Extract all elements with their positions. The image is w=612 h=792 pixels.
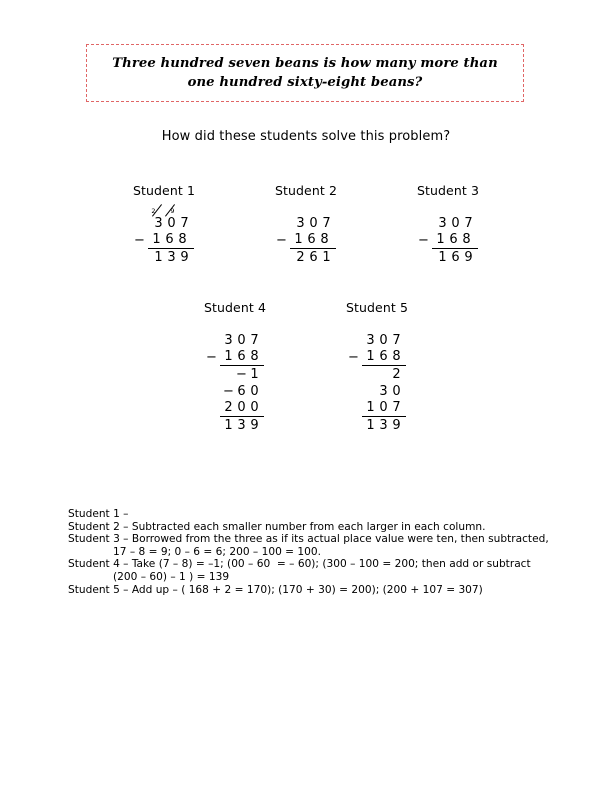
subtrahend-digit: 6: [165, 232, 174, 247]
minuend-digit: 3: [438, 216, 447, 231]
minus-operator: −: [134, 233, 145, 248]
subtrahend-digit: 8: [320, 232, 329, 247]
step-digit: 0: [392, 384, 401, 399]
regroup-mark: 9: [170, 207, 175, 215]
subtrahend-digit: 6: [237, 349, 246, 364]
student-work-row-top: [0, 183, 612, 266]
calculation-1: [134, 207, 194, 266]
partial-step-row: [206, 366, 264, 383]
explanation-line: Student 1 –: [68, 508, 129, 520]
subtrahend-digit: 1: [152, 232, 161, 247]
answer-row: [134, 249, 194, 266]
explanation-line: (200 – 60) – 1 ) = 139: [113, 570, 230, 583]
problem-statement-box: [86, 44, 524, 102]
partial-step-row: [348, 383, 406, 400]
step-digit: 1: [250, 367, 259, 382]
answer-digit: 3: [237, 418, 246, 433]
regroup-mark: 2: [151, 207, 156, 215]
student-work-row-bottom: [0, 300, 612, 434]
explanations-list: [68, 508, 568, 596]
minuend-digit: 0: [379, 333, 388, 348]
digit-value: 0: [167, 216, 176, 231]
calculation-2: [276, 215, 336, 266]
student-label-2: Student 2: [274, 183, 338, 198]
step-digit: −: [236, 367, 247, 382]
student-work-1: [93, 183, 235, 266]
minuend-row: [206, 332, 264, 349]
answer-row: [206, 417, 264, 434]
step-digit: 0: [250, 384, 259, 399]
step-digit: 0: [250, 400, 259, 415]
answer-digit: 1: [224, 418, 233, 433]
subtrahend-digit: 8: [178, 232, 187, 247]
subtrahend-row: [206, 349, 264, 366]
answer-digit: 1: [154, 250, 163, 265]
minuend-digit: 7: [392, 333, 401, 348]
step-digit: 2: [224, 400, 233, 415]
answer-row: [276, 249, 336, 266]
subtrahend-row: [276, 232, 336, 249]
answer-digit: 1: [438, 250, 447, 265]
subtrahend-digit: 6: [307, 232, 316, 247]
minuend-row: [418, 215, 478, 232]
answer-row: [418, 249, 478, 266]
minuend-digit: 0: [451, 216, 460, 231]
minuend-digit: [165, 207, 178, 232]
step-digit: 0: [379, 400, 388, 415]
step-digit: 2: [392, 367, 401, 382]
minuend-digit: 3: [224, 333, 233, 348]
step-digit: 7: [392, 400, 401, 415]
minuend-digit: 7: [322, 216, 331, 231]
student-work-2: [235, 183, 377, 266]
minus-operator: −: [348, 350, 359, 365]
answer-digit: 9: [464, 250, 473, 265]
subtrahend-digit: 6: [379, 349, 388, 364]
student-work-5: [306, 300, 448, 434]
explanation-line: Student 2 – Subtracted each smaller number from each larger in each column.: [68, 520, 486, 533]
step-digit: 0: [237, 400, 246, 415]
student-label-1: Student 1: [132, 183, 196, 198]
minuend-row: [134, 207, 194, 232]
step-digit: −: [223, 384, 234, 399]
step-digit: 3: [379, 384, 388, 399]
subtrahend-digit: 8: [462, 232, 471, 247]
calculation-3: [418, 215, 478, 266]
minus-operator: −: [418, 233, 429, 248]
sub-question-text: How did these students solve this problem?: [161, 129, 451, 144]
minuend-digit: 3: [296, 216, 305, 231]
answer-digit: 9: [180, 250, 189, 265]
partial-step-row: [348, 366, 406, 383]
subtrahend-row: [134, 232, 194, 249]
minuend-digit: 7: [464, 216, 473, 231]
minuend-digit: 0: [237, 333, 246, 348]
student-label-5: Student 5: [345, 300, 409, 315]
answer-digit: 3: [167, 250, 176, 265]
student-work-3: [377, 183, 519, 266]
minuend-row: [348, 332, 406, 349]
step-digit: 1: [366, 400, 375, 415]
minus-operator: −: [206, 350, 217, 365]
student-work-4: [164, 300, 306, 434]
minus-operator: −: [276, 233, 287, 248]
subtrahend-row: [418, 232, 478, 249]
subtrahend-digit: 1: [294, 232, 303, 247]
answer-digit: 3: [379, 418, 388, 433]
step-digit: 6: [237, 384, 246, 399]
subtrahend-digit: 1: [224, 349, 233, 364]
minuend-digit: 0: [309, 216, 318, 231]
answer-digit: 1: [322, 250, 331, 265]
digit-value: 3: [154, 216, 163, 231]
student-label-3: Student 3: [416, 183, 480, 198]
answer-digit: 9: [250, 418, 259, 433]
answer-digit: 6: [451, 250, 460, 265]
calculation-4: [206, 332, 264, 434]
explanation-line: Student 3 – Borrowed from the three as if its actual place value were ten, then subtracted,: [68, 533, 549, 546]
answer-digit: 1: [366, 418, 375, 433]
subtrahend-digit: 8: [392, 349, 401, 364]
answer-digit: 2: [296, 250, 305, 265]
step-digit: [222, 366, 235, 383]
partial-step-row: [206, 383, 264, 400]
answer-row: [348, 417, 406, 434]
step-digit: [364, 383, 377, 400]
answer-digit: 9: [392, 418, 401, 433]
minuend-row: [276, 215, 336, 232]
calculation-5: [348, 332, 406, 434]
answer-digit: 6: [309, 250, 318, 265]
minuend-digit: 7: [180, 216, 189, 231]
explanation-line: Student 4 – Take (7 – 8) = –1; (00 – 60 = – 60); (300 – 100 = 200; then add or subtract: [68, 558, 531, 571]
problem-statement-text: [104, 54, 506, 92]
subtrahend-digit: 1: [366, 349, 375, 364]
step-digit: [364, 366, 377, 383]
problem-line-1: Three hundred seven beans is how many more than: [112, 55, 498, 71]
minuend-digit: [151, 207, 165, 232]
partial-step-row: [206, 400, 264, 417]
problem-line-2: one hundred sixty-eight beans?: [187, 75, 423, 90]
minuend-digit: 7: [250, 333, 259, 348]
explanation-line: Student 5 – Add up – ( 168 + 2 = 170); (170 + 30) = 200); (200 + 107 = 307): [68, 583, 483, 596]
student-label-4: Student 4: [203, 300, 267, 315]
subtrahend-digit: 6: [449, 232, 458, 247]
subtrahend-row: [348, 349, 406, 366]
step-digit: [377, 366, 390, 383]
subtrahend-digit: 8: [250, 349, 259, 364]
minuend-digit: 3: [366, 333, 375, 348]
subtrahend-digit: 1: [436, 232, 445, 247]
partial-step-row: [348, 400, 406, 417]
explanation-line: 17 – 8 = 9; 0 – 6 = 6; 200 – 100 = 100.: [113, 545, 322, 558]
